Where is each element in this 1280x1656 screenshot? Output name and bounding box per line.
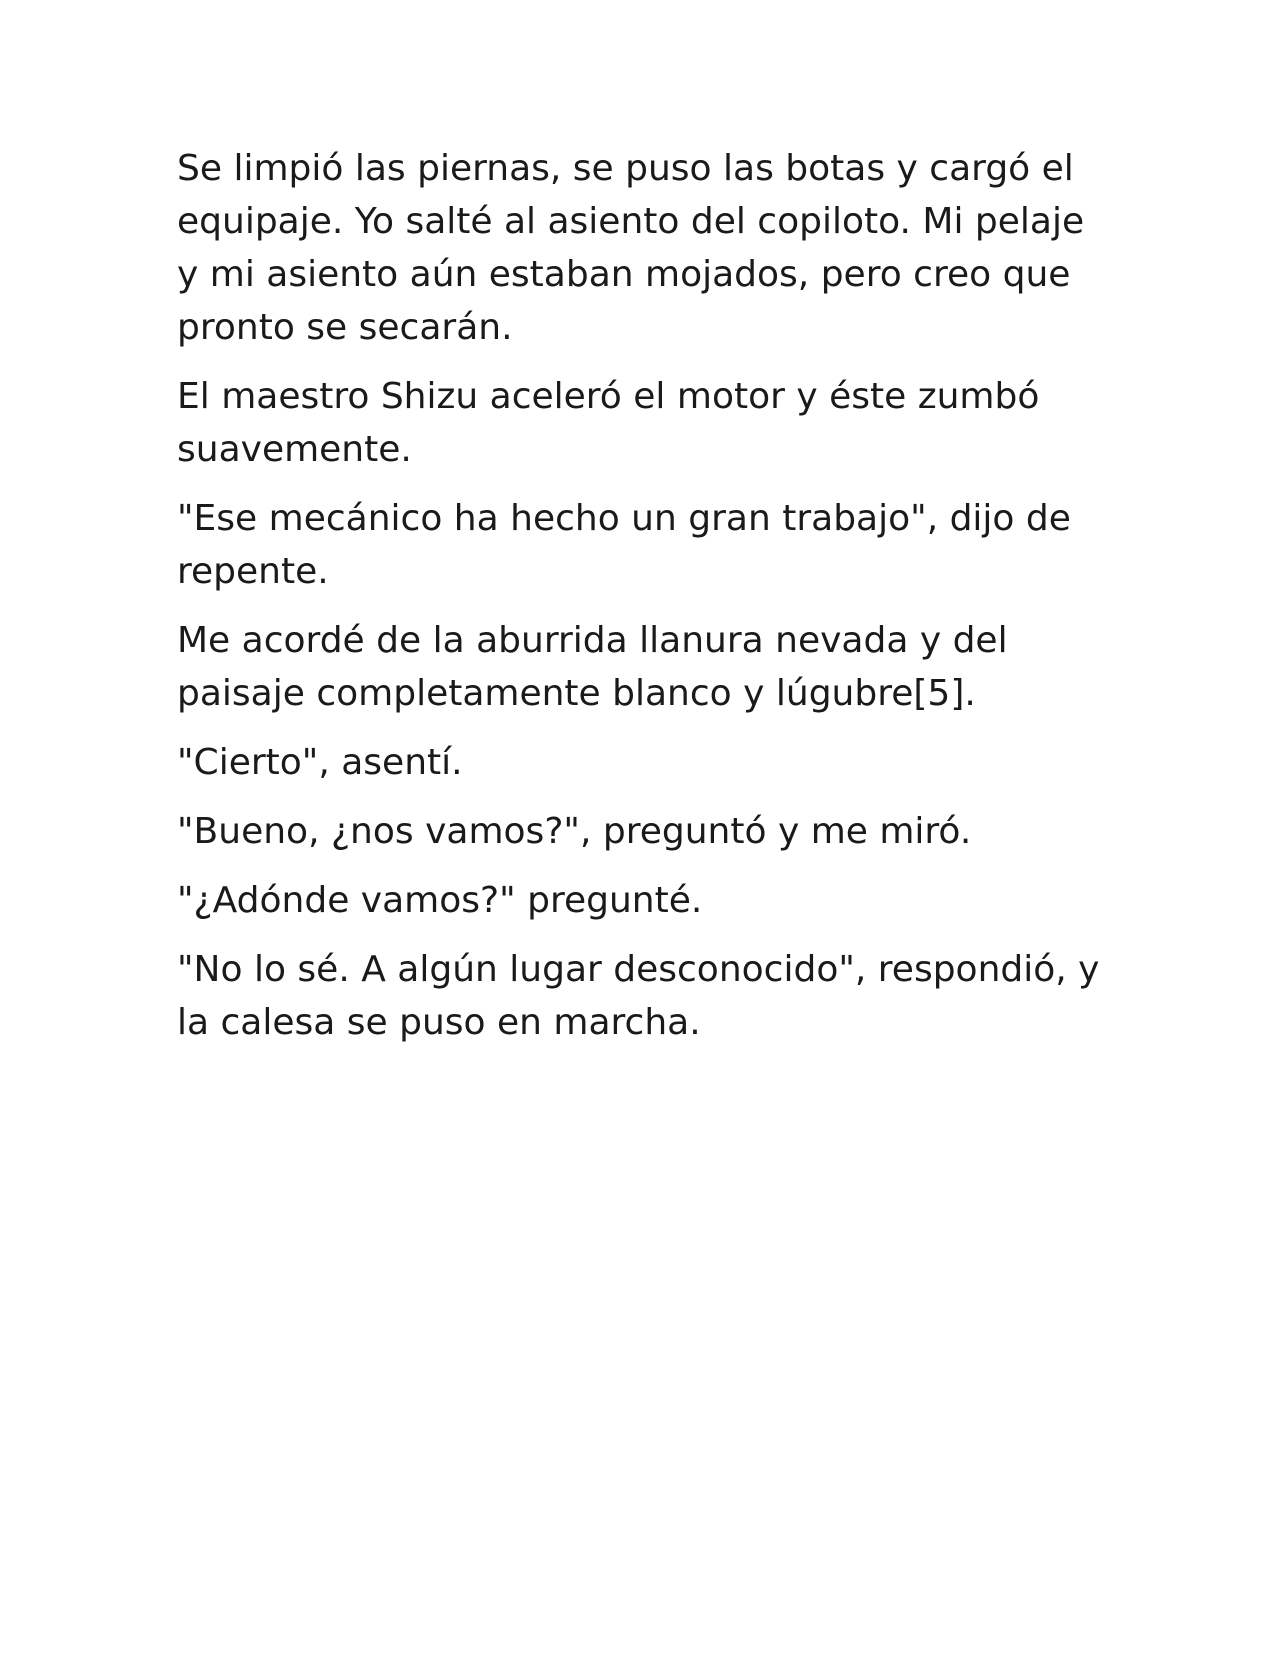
paragraph-2: El maestro Shizu aceleró el motor y éste zumbó suavemente.: [177, 376, 1040, 470]
paragraph-7: "¿Adónde vamos?" pregunté.: [177, 880, 703, 921]
paragraph-6: "Bueno, ¿nos vamos?", preguntó y me miró.: [177, 811, 972, 852]
paragraph-8: "No lo sé. A algún lugar desconocido", respondió, y la calesa se puso en marcha.: [177, 949, 1100, 1043]
paragraph-4: Me acordé de la aburrida llanura nevada y del paisaje completamente blanco y lúgubre[5].: [177, 620, 1008, 714]
paragraph-3: "Ese mecánico ha hecho un gran trabajo", dijo de repente.: [177, 498, 1071, 592]
document-body: [177, 142, 1107, 1065]
paragraph-1: Se limpió las piernas, se puso las botas y cargó el equipaje. Yo salté al asiento del copiloto. Mi pelaje y mi asiento aún estaban mojados, pero creo que pronto se secarán.: [177, 148, 1085, 348]
paragraph-5: "Cierto", asentí.: [177, 742, 463, 783]
